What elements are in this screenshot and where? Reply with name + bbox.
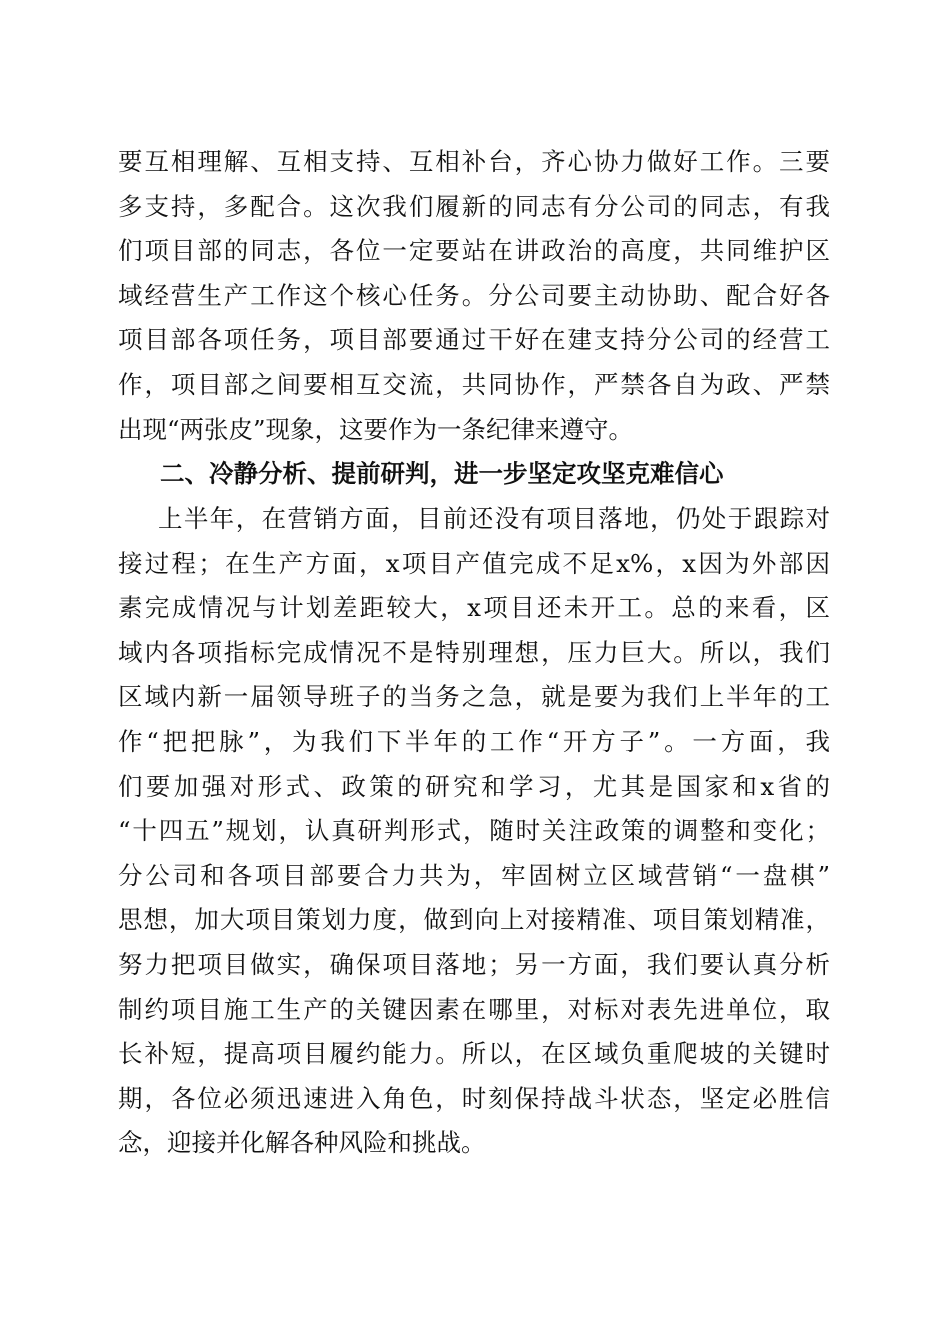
paragraph-1-line: 多支持，多配合。这次我们履新的同志有分公司的同志，有我 [118, 191, 830, 221]
paragraph-2-line: 区域内新一届领导班子的当务之急，就是要为我们上半年的工 [118, 682, 830, 712]
paragraph-2-line: 分公司和各项目部要合力共为，牢固树立区域营销“一盘棋” [118, 860, 830, 890]
paragraph-1-line: 作，项目部之间要相互交流，共同协作，严禁各自为政、严禁 [118, 369, 830, 399]
paragraph-2-line: 上半年，在营销方面，目前还没有项目落地，仍处于跟踪对 [158, 504, 830, 533]
section-heading: 二、冷静分析、提前研判，进一步坚定攻坚克难信心 [160, 459, 724, 488]
paragraph-1-line: 域经营生产工作这个核心任务。分公司要主动协助、配合好各 [118, 280, 830, 310]
paragraph-1 [118, 140, 830, 452]
paragraph-2-line: 接过程；在生产方面，x项目产值完成不足x%，x因为外部因 [118, 548, 830, 578]
paragraph-2-line: 们要加强对形式、政策的研究和学习，尤其是国家和x省的 [118, 771, 830, 801]
paragraph-2-line: 努力把项目做实，确保项目落地；另一方面，我们要认真分析 [118, 949, 830, 979]
paragraph-2-line: 域内各项指标完成情况不是特别理想，压力巨大。所以，我们 [118, 637, 830, 667]
paragraph-2-line: 素完成情况与计划差距较大，x项目还未开工。总的来看，区 [118, 593, 830, 623]
paragraph-2-line: 期，各位必须迅速进入角色，时刻保持战斗状态，坚定必胜信 [118, 1083, 830, 1113]
paragraph-2-line: 思想，加大项目策划力度，做到向上对接精准、项目策划精准， [118, 905, 830, 935]
paragraph-2-line: 长补短，提高项目履约能力。所以，在区域负重爬坡的关键时 [118, 1039, 830, 1069]
paragraph-2-line: 作“把把脉”，为我们下半年的工作“开方子”。一方面，我 [118, 726, 830, 756]
paragraph-1-line: 项目部各项任务，项目部要通过干好在建支持分公司的经营工 [118, 325, 830, 355]
paragraph-1-line: 们项目部的同志，各位一定要站在讲政治的高度，共同维护区 [118, 236, 830, 266]
paragraph-2 [118, 497, 830, 1166]
paragraph-2-line: “十四五”规划，认真研判形式，随时关注政策的调整和变化； [118, 816, 830, 846]
paragraph-2-line: 制约项目施工生产的关键因素在哪里，对标对表先进单位，取 [118, 994, 830, 1024]
paragraph-2-line: 念，迎接并化解各种风险和挑战。 [118, 1128, 486, 1158]
paragraph-1-line: 出现“两张皮”现象，这要作为一条纪律来遵守。 [118, 414, 634, 444]
paragraph-1-line: 要互相理解、互相支持、互相补台，齐心协力做好工作。三要 [118, 147, 830, 176]
